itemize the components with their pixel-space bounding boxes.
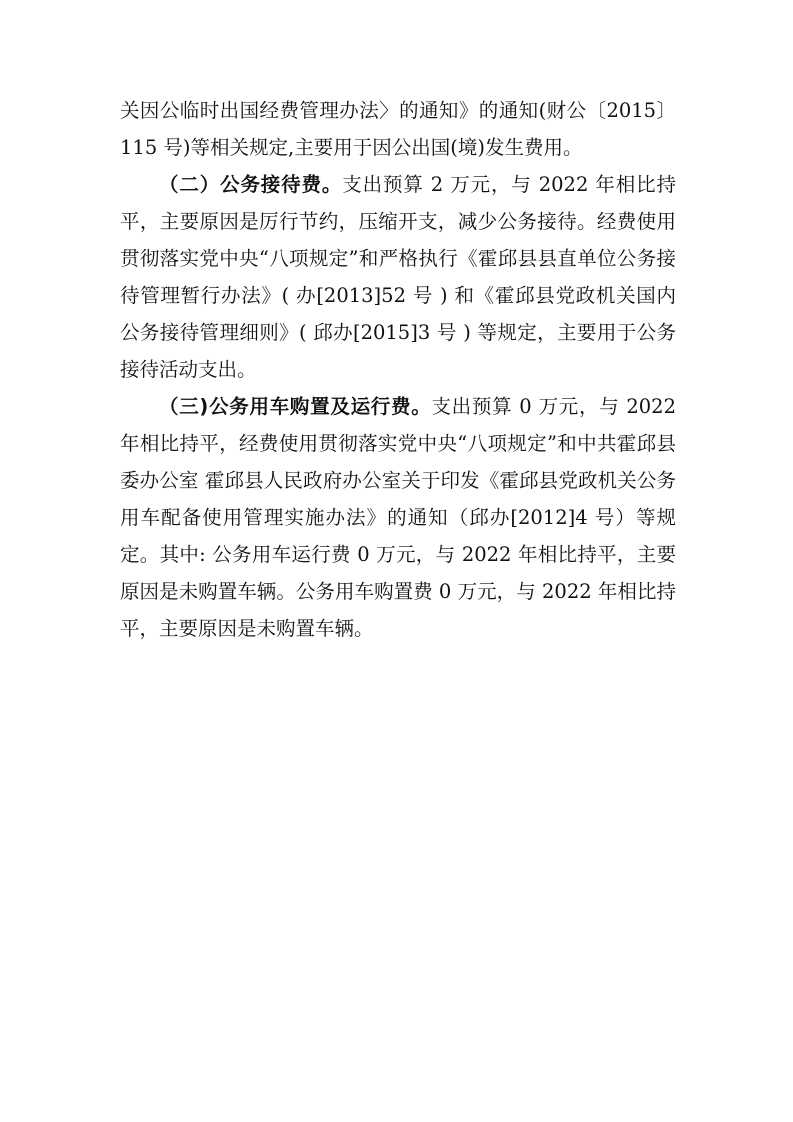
paragraph-text: 关因公临时出国经费管理办法〉的通知》的通知(财公〔2015〕115 号)等相关规定,主要用于因公出国(境)发生费用。 — [120, 99, 676, 159]
document-page — [120, 92, 676, 647]
section-heading: （二）公务接待费。 — [159, 173, 343, 196]
paragraph-vehicle-fee — [120, 388, 676, 647]
paragraph-text: 支出预算 0 万元，与 2022 年相比持平，经费使用贯彻落实党中央“八项规定”和中共霍邱县委办公室 霍邱县人民政府办公室关于印发《霍邱县党政机关公务用车配备使用管理实施办法》的通知（邱办[2012]4 号）等规定。其中: 公务用车运行费 0 万元，与 2022 年相比持平，主要原因是未购置车辆。公务用车购置费 0 万元，与 2022 年相比持平，主要原因是未购置车辆。 — [120, 395, 676, 640]
section-heading: （三)公务用车购置及运行费。 — [159, 395, 432, 418]
paragraph-reception-fee — [120, 166, 676, 388]
paragraph-continuation — [120, 92, 676, 166]
paragraph-text: 支出预算 2 万元，与 2022 年相比持平，主要原因是厉行节约，压缩开支，减少公务接待。经费使用贯彻落实党中央“八项规定”和严格执行《霍邱县县直单位公务接待管理暂行办法》( 办[2013]52 号 ) 和《霍邱县党政机关国内公务接待管理细则》( 邱办[2015]3 号 ) 等规定，主要用于公务接待活动支出。 — [120, 173, 676, 381]
